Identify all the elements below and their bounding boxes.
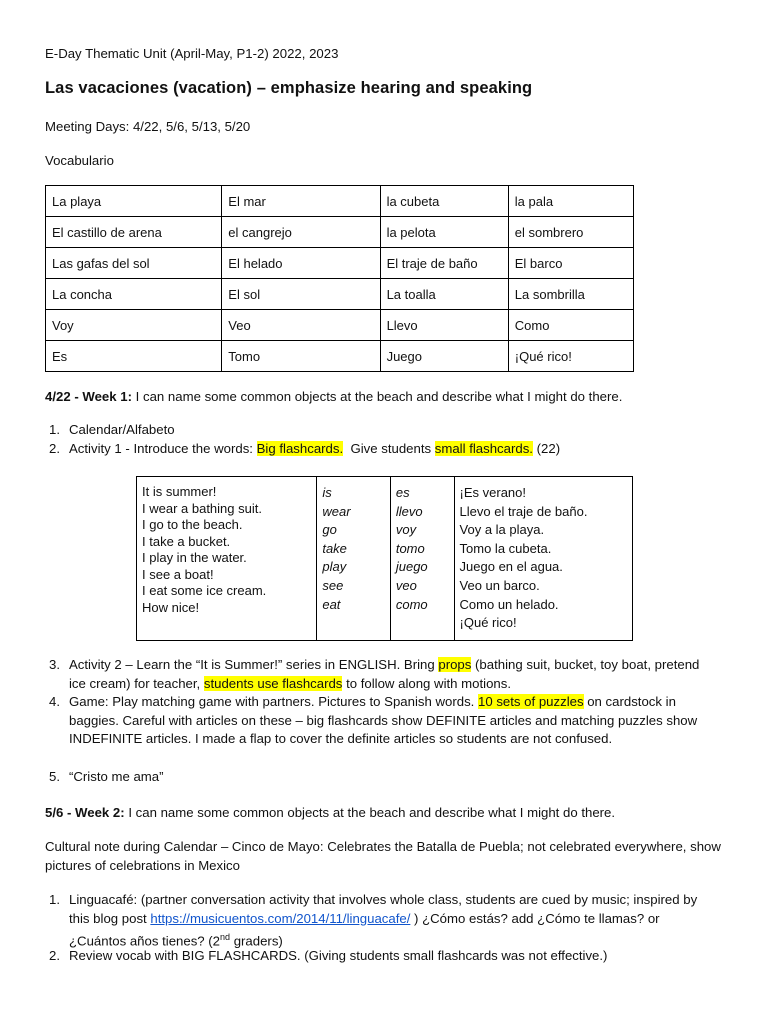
table-cell: Las gafas del sol (46, 248, 222, 279)
english-line: It is summer! (142, 484, 217, 499)
series-table (136, 476, 633, 641)
week2-goal-text: I can name some common objects at the beach and describe what I might do there. (124, 805, 616, 820)
spanish-line: Como un helado. (459, 596, 559, 612)
table-cell: Tomo (222, 341, 380, 372)
list-item-text: “Cristo me ama” (69, 769, 164, 784)
table-cell: El traje de baño (380, 248, 508, 279)
cultural-note: Cultural note during Calendar – Cinco de Mayo: Celebrates the Batalla de Puebla; not celebrated everywhere, show pictures of celebrations in Mexico (45, 839, 721, 873)
table-cell: La toalla (380, 279, 508, 310)
list-item-text: (bathing suit, bucket, toy boat, pretend ice cream) for teacher, (69, 657, 700, 691)
week2-goal (45, 803, 615, 822)
list-item (49, 440, 719, 459)
english-verb-column (317, 477, 391, 641)
list-number: 2. (49, 441, 60, 456)
table-cell: La playa (46, 186, 222, 217)
english-line: I wear a bathing suit. (142, 500, 262, 516)
table-row (46, 341, 634, 372)
table-row (46, 248, 634, 279)
meeting-days: Meeting Days: 4/22, 5/6, 5/13, 5/20 (45, 119, 251, 134)
table-cell: El mar (222, 186, 380, 217)
spanish-line: Llevo el traje de baño. (459, 503, 588, 519)
spanish-column (454, 477, 632, 641)
english-line: I take a bucket. (142, 533, 231, 549)
table-cell: Es (46, 341, 222, 372)
spanish-line: ¡Qué rico! (459, 615, 517, 631)
list-item-text: Review vocab with BIG FLASHCARDS. (Giving students small flashcards was not effective.) (69, 948, 608, 963)
list-number: 5. (49, 769, 60, 784)
table-cell: Voy (46, 310, 222, 341)
verb-line: tomo (395, 540, 425, 556)
highlight: Big flashcards. (256, 441, 344, 456)
table-cell: Llevo (380, 310, 508, 341)
verb-line: eat (322, 596, 341, 612)
vocab-heading: Vocabulario (45, 153, 114, 168)
table-cell: El sol (222, 279, 380, 310)
spanish-line: Tomo la cubeta. (459, 540, 552, 556)
english-column (137, 477, 317, 641)
unit-line: E-Day Thematic Unit (April-May, P1-2) 2022, 2023 (45, 46, 339, 61)
verb-line: is (322, 485, 332, 500)
verb-line: llevo (395, 503, 423, 519)
table-cell: la pelota (380, 217, 508, 248)
list-item-text: Activity 1 - Introduce the words: (69, 441, 257, 456)
verb-line: see (322, 577, 344, 593)
vocab-table (45, 185, 634, 372)
verb-line: es (395, 485, 410, 500)
list-item-text: (22) (532, 441, 561, 456)
table-cell: La concha (46, 279, 222, 310)
verb-line: veo (395, 577, 417, 593)
table-cell: Veo (222, 310, 380, 341)
table-row (137, 477, 633, 641)
table-cell: el cangrejo (222, 217, 380, 248)
english-line: I play in the water. (142, 550, 247, 565)
week2-label: 5/6 - Week 2: (45, 805, 125, 820)
list-number: 1. (49, 892, 60, 907)
table-cell: El castillo de arena (46, 217, 222, 248)
list-item-text: Give students (343, 441, 435, 456)
table-row (46, 217, 634, 248)
table-row (46, 279, 634, 310)
list-number: 1. (49, 422, 60, 437)
verb-line: voy (395, 522, 417, 538)
table-row (46, 186, 634, 217)
highlight: 10 sets of puzzles (478, 694, 584, 709)
list-item-text: Linguacafé: (partner conversation activity that involves whole class, students are cued by music; inspired by this blog post (69, 892, 698, 926)
english-line: I eat some ice cream. (142, 583, 267, 598)
list-item-text: graders) (230, 933, 283, 949)
spanish-line: ¡Es verano! (459, 485, 527, 500)
table-cell: la pala (508, 186, 633, 217)
highlight: students use flashcards (203, 675, 343, 691)
blog-link[interactable]: https://musicuentos.com/2014/11/linguacafe/ (150, 910, 411, 926)
list-number: 3. (49, 657, 60, 672)
spanish-line: Juego en el agua. (459, 559, 563, 575)
list-number: 4. (49, 694, 60, 709)
week1-goal-text: I can name some common objects at the beach and describe what I might do there. (132, 389, 623, 404)
table-cell: Juego (380, 341, 508, 372)
spanish-verb-column (390, 477, 454, 641)
list-item (49, 693, 719, 749)
page-title: Las vacaciones (vacation) – emphasize hearing and speaking (45, 79, 533, 97)
table-cell: Como (508, 310, 633, 341)
list-item-text: ) ¿Cómo estás? add ¿Cómo te llamas? or ¿Cuántos años tienes? (2 (69, 910, 660, 949)
week1-goal (45, 387, 622, 406)
table-cell: el sombrero (508, 217, 633, 248)
list-item (49, 891, 719, 951)
list-item (49, 656, 719, 693)
table-row (46, 310, 634, 341)
table-cell: la cubeta (380, 186, 508, 217)
table-cell: La sombrilla (508, 279, 633, 310)
english-line: How nice! (142, 599, 200, 615)
list-item-text: Activity 2 – Learn the “It is Summer!” series in ENGLISH. Bring (69, 657, 439, 672)
ordinal-suffix: nd (220, 932, 231, 942)
list-number: 2. (49, 948, 60, 963)
table-cell: ¡Qué rico! (508, 341, 633, 372)
highlight: props (438, 657, 472, 672)
table-cell: El barco (508, 248, 633, 279)
list-item-text: to follow along with motions. (342, 675, 511, 691)
verb-line: play (322, 559, 347, 575)
list-item (49, 768, 719, 787)
verb-line: juego (395, 559, 428, 575)
english-line: I see a boat! (142, 566, 214, 582)
highlight: small flashcards. (434, 441, 533, 456)
verb-line: take (322, 540, 347, 556)
verb-line: go (322, 522, 337, 538)
list-item (49, 421, 719, 440)
english-line: I go to the beach. (142, 517, 243, 532)
table-cell: El helado (222, 248, 380, 279)
list-item-text: Game: Play matching game with partners. Pictures to Spanish words. (69, 694, 478, 709)
verb-line: como (395, 596, 428, 612)
week1-label: 4/22 - Week 1: (45, 389, 132, 404)
list-item-text: Calendar/Alfabeto (69, 422, 175, 437)
spanish-line: Veo un barco. (459, 577, 540, 593)
list-item-text: on cardstock in baggies. Careful with articles on these – big flashcards show DEFINITE articles and matching puzzles show INDEFINITE articles. I made a flap to cover the definite articles so students are not confused. (69, 694, 698, 746)
list-item (49, 947, 719, 966)
spanish-line: Voy a la playa. (459, 522, 545, 538)
verb-line: wear (322, 503, 351, 519)
